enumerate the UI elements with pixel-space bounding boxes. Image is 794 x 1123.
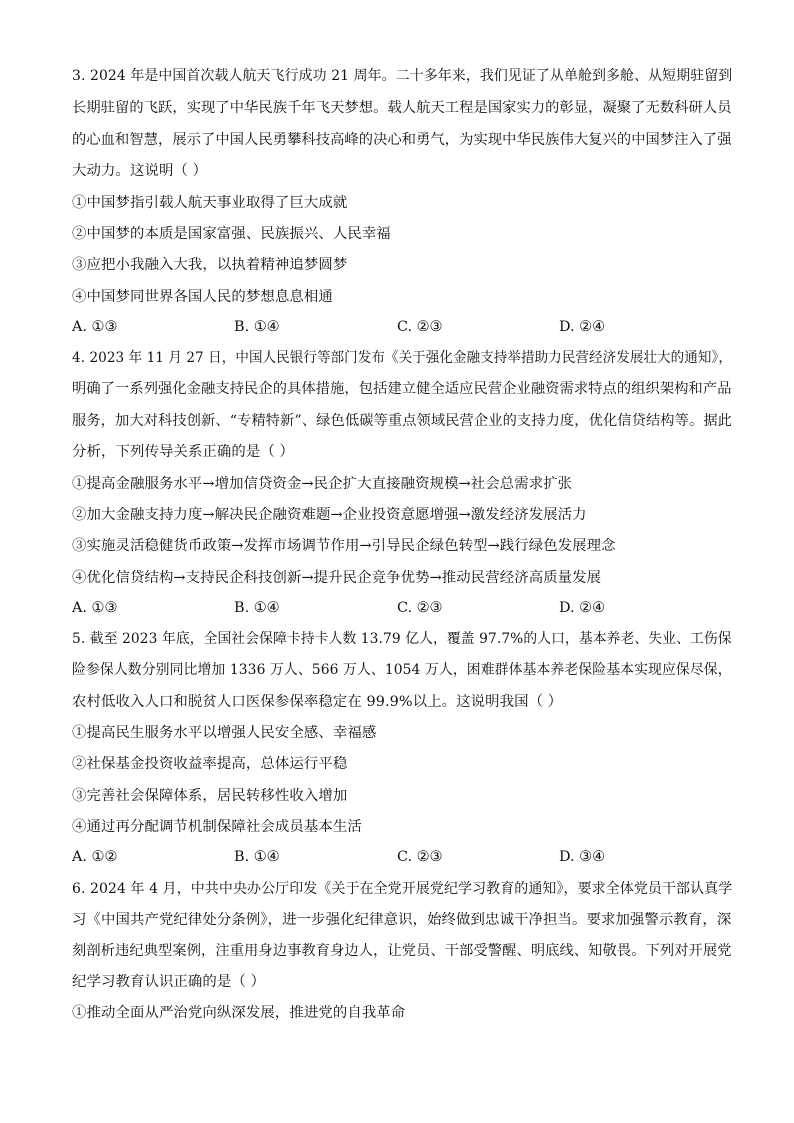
q4-stem-line-3: 服务，加大对科技创新、“专精特新”、绿色低碳等重点领域民营企业的支持力度，优化信贷结构等。据此 (72, 413, 732, 429)
q3-stem-line-1: 3. 2024 年是中国首次载人航天飞行成功 21 周年。二十多年来，我们见证了从单舱到多舱、从短期驻留到 (72, 68, 733, 84)
q4-statement-3: ③实施灵活稳健货币政策→发挥市场调节作用→引导民企绿色转型→践行绿色发展理念 (72, 538, 616, 554)
q5-statement-1: ①提高民生服务水平以增强人民安全感、幸福感 (72, 725, 377, 741)
q6-stem-line-1: 6. 2024 年 4 月，中共中央办公厅印发《关于在全党开展党纪学习教育的通知》，要求全体党员干部认真学 (72, 881, 733, 897)
q3-stem-line-4: 大动力。这说明（ ） (72, 163, 208, 179)
q5-stem-line-3: 农村低收入人口和脱贫人口医保参保率稳定在 99.9%以上。这说明我国（ ） (72, 694, 563, 710)
q3-statement-4: ④中国梦同世界各国人民的梦想息息相通 (72, 289, 333, 305)
q3-stem-line-3: 的心血和智慧，展示了中国人民勇攀科技高峰的决心和勇气，为实现中华民族伟大复兴的中国梦注入了强 (72, 132, 732, 148)
q5-option-b: B. ①④ (234, 849, 280, 865)
q3-statement-2: ②中国梦的本质是国家富强、民族振兴、人民幸福 (72, 226, 391, 242)
q5-option-c: C. ②③ (397, 849, 443, 865)
q3-option-b: B. ①④ (234, 319, 280, 335)
q5-statement-4: ④通过再分配调节机制保障社会成员基本生活 (72, 819, 362, 835)
q6-statement-1: ①推动全面从严治党向纵深发展，推进党的自我革命 (72, 1005, 406, 1021)
q3-statement-1: ①中国梦指引载人航天事业取得了巨大成就 (72, 195, 348, 211)
q4-stem-line-1: 4. 2023 年 11 月 27 日，中国人民银行等部门发布《关于强化金融支持举措助力民营经济发展壮大的通知》， (72, 350, 732, 366)
q6-stem-line-2: 习《中国共产党纪律处分条例》，进一步强化纪律意识，始终做到忠诚干净担当。要求加强警示教育，深 (72, 912, 732, 928)
q5-statement-2: ②社保基金投资收益率提高，总体运行平稳 (72, 756, 348, 772)
q3-option-c: C. ②③ (397, 319, 443, 335)
q4-option-d: D. ②④ (559, 600, 605, 616)
q3-stem-line-2: 长期驻留的飞跃，实现了中华民族千年飞天梦想。载人航天工程是国家实力的彰显，凝聚了无数科研人员 (72, 100, 732, 116)
q3-option-d: D. ②④ (559, 319, 605, 335)
q3-option-a: A. ①③ (72, 319, 118, 335)
q4-statement-1: ①提高金融服务水平→增加信贷资金→民企扩大直接融资规模→社会总需求扩张 (72, 476, 573, 492)
q6-stem-line-4: 纪学习教育认识正确的是（ ） (72, 974, 266, 990)
q6-stem-line-3: 刻剖析违纪典型案例，注重用身边事教育身边人，让党员、干部受警醒、明底线、知敬畏。下列对开展党 (72, 943, 732, 959)
q5-option-d: D. ③④ (559, 849, 605, 865)
q4-statement-4: ④优化信贷结构→支持民企科技创新→提升民企竞争优势→推动民营经济高质量发展 (72, 570, 602, 586)
q4-option-b: B. ①④ (234, 600, 280, 616)
q4-option-c: C. ②③ (397, 600, 443, 616)
q4-option-a: A. ①③ (72, 600, 118, 616)
q4-stem-line-2: 明确了一系列强化金融支持民企的具体措施，包括建立健全适应民营企业融资需求特点的组织架构和产品 (72, 381, 732, 397)
q5-statement-3: ③完善社会保障体系，居民转移性收入增加 (72, 788, 348, 804)
q5-stem-line-1: 5. 截至 2023 年底，全国社会保障卡持卡人数 13.79 亿人，覆盖 97.7%的人口，基本养老、失业、工伤保 (72, 631, 732, 647)
q5-stem-line-2: 险参保人数分别同比增加 1336 万人、566 万人、1054 万人，困难群体基本养老保险基本实现应保尽保， (72, 662, 732, 678)
q3-statement-3: ③应把小我融入大我，以执着精神追梦圆梦 (72, 257, 348, 273)
q4-statement-2: ②加大金融支持力度→解决民企融资难题→企业投资意愿增强→激发经济发展活力 (72, 507, 587, 523)
q5-option-a: A. ①② (72, 849, 118, 865)
q4-stem-line-4: 分析，下列传导关系正确的是（ ） (72, 444, 295, 460)
